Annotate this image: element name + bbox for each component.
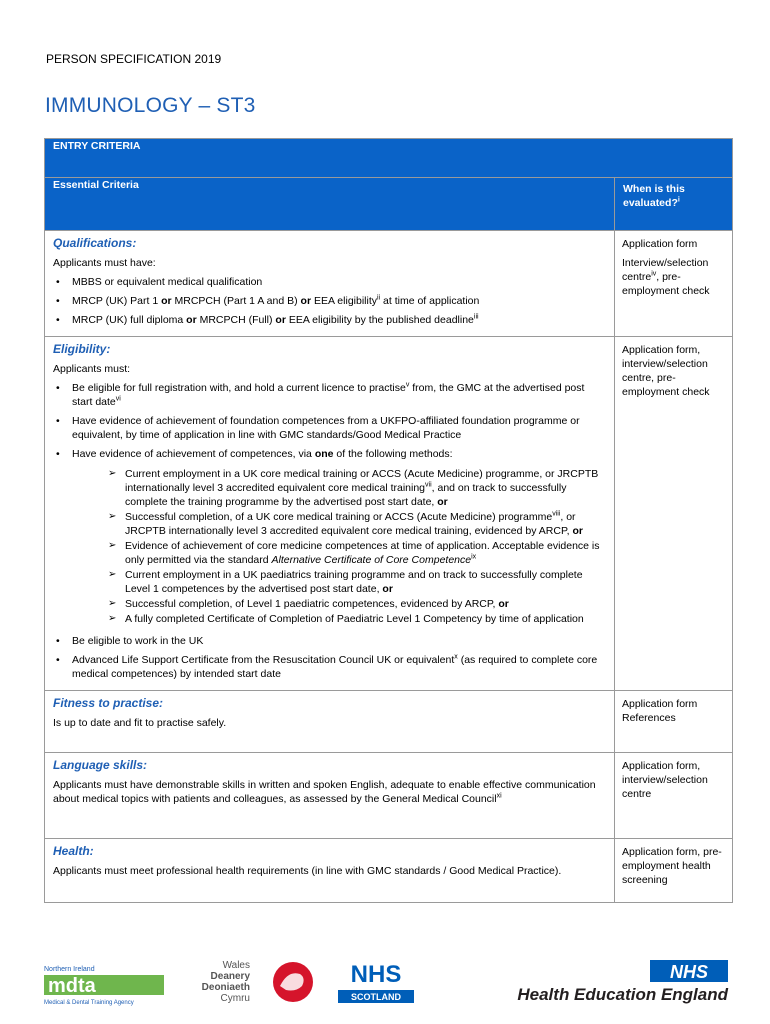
health-title: Health:	[53, 844, 94, 858]
svg-text:Deoniaeth: Deoniaeth	[201, 982, 250, 993]
language-evaluation	[615, 753, 733, 839]
language-criteria	[45, 753, 615, 839]
svg-text:Northern Ireland: Northern Ireland	[44, 966, 95, 973]
qualifications-row	[45, 231, 733, 337]
list-item: • Advanced Life Support Certificate from the Resuscitation Council UK or equivalent$^x$ (as required to complete core medical competences) by intended start date	[53, 653, 606, 681]
fitness-text: Is up to date and fit to practise safely.	[53, 717, 227, 729]
svg-text:NHS: NHS	[350, 961, 402, 988]
fitness-title: Fitness to practise:	[53, 696, 164, 710]
evaluation-text: Application form, interview/selection centre	[622, 760, 708, 800]
list-item: • Have evidence of achievement of competences, via one of the following methods: ➢ Current employment in a UK core medical training or ACCS (Acute Medicine) programme, or JRCPTB internationally level 3 accredited equivalent core medical training$^{vii}$, and on track to successfully complete the training programme by the advertised post start date, or ➢ Successful completion, of a UK core medical training or ACCS (Acute Medicine) programme$^{viii}$, or JRCPTB internationally level 3 accredited equivalent core medical training, evidenced by ARCP, or ➢ Evidence of achievement of core medicine competences at time of application. Acceptable evidence is only permitted via the standard Alternative Certificate of Core Competence$^{ix}$ ➢ Current employment in a UK paediatrics training programme and on track to successfully complete Level 1 competences by the advertised post start date, or ➢ Successful completion, of Level 1 paediatric competences, evidenced by ARCP, or ➢ A fully completed Certificate of Completion of Paediatric Level 1 Competency by time of application	[53, 447, 606, 626]
arrow-item: ➢ Successful completion, of a UK core medical training or ACCS (Acute Medicine) programme$^{viii}$, or JRCPTB internationally level 3 accredited equivalent core medical training, evidenced by ARCP, or	[72, 510, 606, 538]
list-item: • MBBS or equivalent medical qualification	[53, 275, 606, 289]
arrow-item: ➢ A fully completed Certificate of Completion of Paediatric Level 1 Competency by time of application	[72, 612, 606, 626]
essential-criteria-header: Essential Criteria	[45, 178, 615, 231]
list-item: • MRCP (UK) Part 1 or MRCPCH (Part 1 A and B) or EEA eligibility$^{ii}$ at time of application	[53, 294, 606, 308]
evaluation-text: Application form, pre-employment health screening	[622, 846, 722, 886]
fitness-evaluation	[615, 691, 733, 753]
evaluation-text: References	[622, 712, 676, 724]
qualifications-evaluation	[615, 231, 733, 337]
welsh-dragon-icon	[270, 960, 316, 1004]
health-row	[45, 839, 733, 903]
svg-text:SCOTLAND: SCOTLAND	[351, 992, 401, 1002]
document-type: PERSON SPECIFICATION 2019	[46, 52, 222, 66]
when-evaluated-header: When is this evaluated?$^i$	[615, 178, 733, 231]
arrow-item: ➢ Evidence of achievement of core medicine competences at time of application. Acceptable evidence is only permitted via the standard Alternative Certificate of Core Competence$^{ix}$	[72, 539, 606, 567]
entry-criteria-banner: ENTRY CRITERIA	[45, 139, 733, 178]
health-text: Applicants must meet professional health requirements (in line with GMC standards / Good Medical Practice).	[53, 865, 562, 877]
svg-text:NHS: NHS	[669, 962, 709, 982]
nhs-scotland-logo	[336, 960, 416, 1004]
svg-text:Medical & Dental Training Agen: Medical & Dental Training Agency	[44, 1000, 134, 1006]
svg-text:Cymru: Cymru	[220, 993, 250, 1004]
partner-logos	[44, 956, 732, 1006]
language-title: Language skills:	[53, 758, 148, 772]
language-row	[45, 753, 733, 839]
svg-text:mdta: mdta	[48, 975, 96, 997]
column-header-row	[45, 178, 733, 231]
evaluation-text: Interview/selection centre$^{iv}$, pre-employment check	[622, 257, 710, 297]
banner-row	[45, 139, 733, 178]
page-title: IMMUNOLOGY – ST3	[45, 94, 256, 117]
qualifications-intro: Applicants must have:	[53, 257, 156, 269]
list-item: • Be eligible to work in the UK	[53, 634, 606, 648]
eligibility-intro: Applicants must:	[53, 363, 131, 375]
eligibility-evaluation	[615, 337, 733, 691]
language-text: Applicants must have demonstrable skills in written and spoken English, adequate to enable effective communication about medical topics with patients and colleagues, as assessed by the General Medical Council$^{xi}$	[53, 779, 596, 805]
eligibility-row	[45, 337, 733, 691]
fitness-criteria	[45, 691, 615, 753]
evaluation-text: Application form	[622, 698, 698, 710]
health-education-england-logo	[428, 960, 732, 1004]
eligibility-criteria	[45, 337, 615, 691]
svg-text:Deanery: Deanery	[210, 971, 250, 982]
svg-text:Wales: Wales	[222, 960, 250, 971]
eligibility-title: Eligibility:	[53, 342, 111, 356]
list-item: • Be eligible for full registration with, and hold a current licence to practise$^v$ from, the GMC at the advertised post start date$^{vi}$	[53, 381, 606, 409]
evaluation-text: Application form, interview/selection centre, pre-employment check	[622, 344, 710, 398]
wales-deanery-logo	[174, 958, 254, 1004]
list-item: • MRCP (UK) full diploma or MRCPCH (Full) or EEA eligibility by the published deadline$^{iii}$	[53, 313, 606, 327]
health-criteria	[45, 839, 615, 903]
nimdta-logo	[44, 962, 169, 1006]
qualifications-title: Qualifications:	[53, 236, 137, 250]
svg-text:Health Education England: Health Education England	[517, 985, 728, 1004]
health-evaluation	[615, 839, 733, 903]
arrow-item: ➢ Current employment in a UK core medical training or ACCS (Acute Medicine) programme, or JRCPTB internationally level 3 accredited equivalent core medical training$^{vii}$, and on track to successfully complete the training programme by the advertised post start date, or	[72, 467, 606, 509]
evaluation-text: Application form	[622, 238, 698, 250]
fitness-row	[45, 691, 733, 753]
arrow-item: ➢ Current employment in a UK paediatrics training programme and on track to successfully complete Level 1 competences by the advertised post start date, or	[72, 568, 606, 596]
list-item: • Have evidence of achievement of foundation competences from a UKFPO-affiliated foundation programme or equivalent, by time of application in line with GMC standards/Good Medical Practice	[53, 414, 606, 442]
qualifications-criteria	[45, 231, 615, 337]
person-specification-table	[44, 138, 733, 903]
arrow-item: ➢ Successful completion, of Level 1 paediatric competences, evidenced by ARCP, or	[72, 597, 606, 611]
